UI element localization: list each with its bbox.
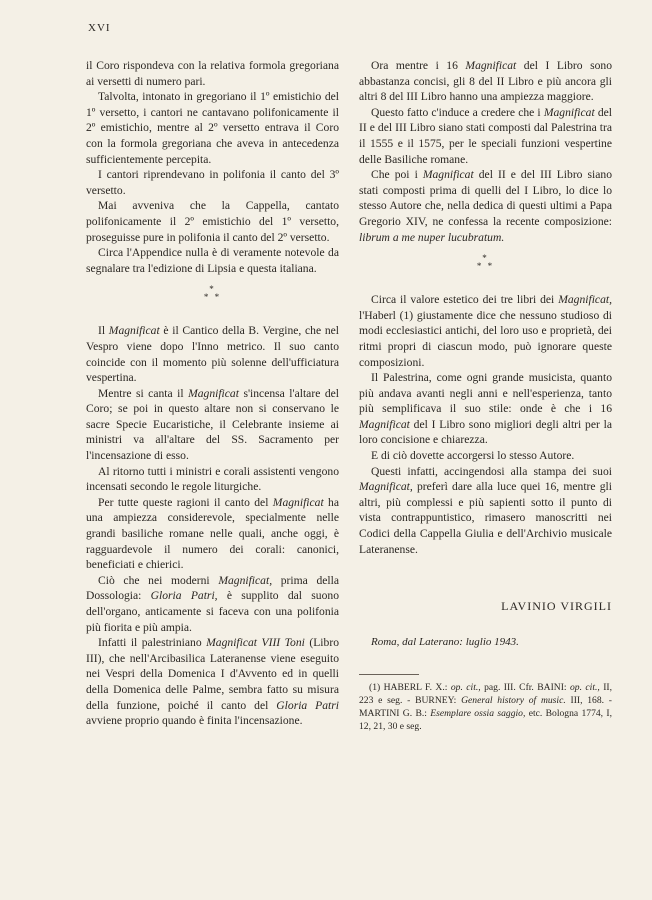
paragraph: Mai avveniva che la Cappella, cantato polifonicamente il 2º emistichio del 1º versetto, proseguisse pure in polifonia il canto del 2º versetto. bbox=[86, 199, 339, 244]
left-column bbox=[86, 58, 339, 729]
section-divider-asterism bbox=[359, 254, 612, 270]
paragraph: Il Palestrina, come ogni grande musicista, quanto più andava avanti negli anni e nell'esperienza, tanto più semplificava il suo stile: onde è che i 16 Magnificat del I Libro sono migliori degli altri per la loro concisione e chiarezza. bbox=[359, 371, 612, 447]
paragraph: Talvolta, intonato in gregoriano il 1º emistichio del 1º versetto, i cantori ne cantavano polifonicamente il 2º emistichio, mentre al 2º versetto entrava il Coro con la formola gregoriana che aveva in antecedenza sufficientemente percepita. bbox=[86, 90, 339, 166]
author-signature: LAVINIO VIRGILI bbox=[501, 599, 612, 614]
paragraph: Per tutte queste ragioni il canto del Magnificat ha una ampiezza considerevole, specialmente nelle grandi basiliche romane nelle quali, anche oggi, è ragguardevole il numero dei corali: canonici, beneficiati e chierici. bbox=[86, 495, 339, 572]
paragraph: Il Magnificat è il Cantico della B. Vergine, che nel Vespro viene dopo l'Inno metrico. Il suo canto coincide con il momento più solenne dell'ufficiatura vespertina. bbox=[86, 324, 339, 385]
paragraph: Circa l'Appendice nulla è di veramente notevole da segnalare tra l'edizione di Lipsia e questa italiana. bbox=[86, 246, 339, 275]
section-divider-asterism bbox=[86, 285, 339, 301]
paragraph: il Coro rispondeva con la relativa formola gregoriana ai versetti di numero pari. bbox=[86, 59, 339, 88]
paragraph: Al ritorno tutti i ministri e corali assistenti vengono incensati secondo le regole liturgiche. bbox=[86, 464, 339, 494]
asterism-bottom: * * bbox=[476, 261, 495, 272]
asterism-bottom: * * bbox=[203, 292, 222, 303]
page-number: XVI bbox=[88, 22, 111, 34]
paragraph: E di ciò dovette accorgersi lo stesso Autore. bbox=[371, 449, 575, 463]
paragraph: Mentre si canta il Magnificat s'incensa l'altare del Coro; se poi in questo altare non si conservano le sacre Specie Eucaristiche, il Celebrante insieme ai ministri va all'altare del SS. Sacramento per l'incensazione di esso. bbox=[86, 386, 339, 463]
paragraph: Che poi i Magnificat del II e del III Libro siano stati composti prima di quelli del I Libro, lo dice lo stesso Autore che, nella dedica di questi ultimi a Papa Gregorio XIV, ne confessa la recente composizione: librum a me nuper lucubratum. bbox=[359, 168, 612, 244]
dateline: Roma, dal Laterano: luglio 1943. bbox=[371, 635, 519, 648]
asterism-top: * bbox=[482, 253, 489, 264]
paragraph: Questo fatto c'induce a credere che i Magnificat del II e del III Libro siano stati composti dal Palestrina tra il 1555 e il 1575, per le speciali funzioni vespertine delle Basiliche romane. bbox=[359, 105, 613, 166]
paragraph: Infatti il palestriniano Magnificat VIII Toni (Libro III), che nell'Arcibasilica Lateranense viene eseguito nei Vespri della Domenica I d'Avvento ed in quelli della Domenica delle Palme, sembra fatto su misura della funzione, poiché il canto del Gloria Patri avviene proprio quando è finita l'incensazione. bbox=[86, 636, 339, 728]
paragraph: Ora mentre i 16 Magnificat del I Libro sono abbastanza concisi, gli 8 del II Libro e più ancora gli altri 8 del III Libro hanno una ampiezza maggiore. bbox=[359, 59, 612, 104]
footnote: (1) HABERL F. X.: op. cit., pag. III. Cfr. BAINI: op. cit., II, 223 e seg. - BURNEY: General history of music. III, 168. - MARTINI G. B.: Esemplare ossia saggio, etc. Bologna 1774, I, 12, 21, 30 e seg. bbox=[359, 682, 613, 733]
paragraph: I cantori riprendevano in polifonia il canto del 3º versetto. bbox=[86, 168, 339, 197]
right-column bbox=[359, 58, 612, 733]
paragraph: Questi infatti, accingendosi alla stampa dei suoi Magnificat, preferì dare alla luce quei 16, mentre gli altri, più complessi e più sapienti sotto il punto di vista contrappuntistico, rimasero manoscritti nei Codici della Cappella Giulia e dell'Archivio musicale Lateranense. bbox=[359, 464, 612, 556]
asterism-top: * bbox=[209, 284, 216, 295]
footnote-divider bbox=[359, 674, 419, 675]
paragraph: Circa il valore estetico dei tre libri dei Magnificat, l'Haberl (1) giustamente dice che nessuno studioso di modi ecclesiastici antichi, del loro uso e proprietà, dei ritmi propri di ciascun modo, può ignorare queste composizioni. bbox=[359, 293, 612, 369]
paragraph-plain-text bbox=[0, 0, 1, 1]
paragraph: Ciò che nei moderni Magnificat, prima della Dossologia: Gloria Patri, è supplito dal suono dell'organo, anticamente si faceva con una polifonia più fiorita e più ampia. bbox=[86, 573, 340, 634]
